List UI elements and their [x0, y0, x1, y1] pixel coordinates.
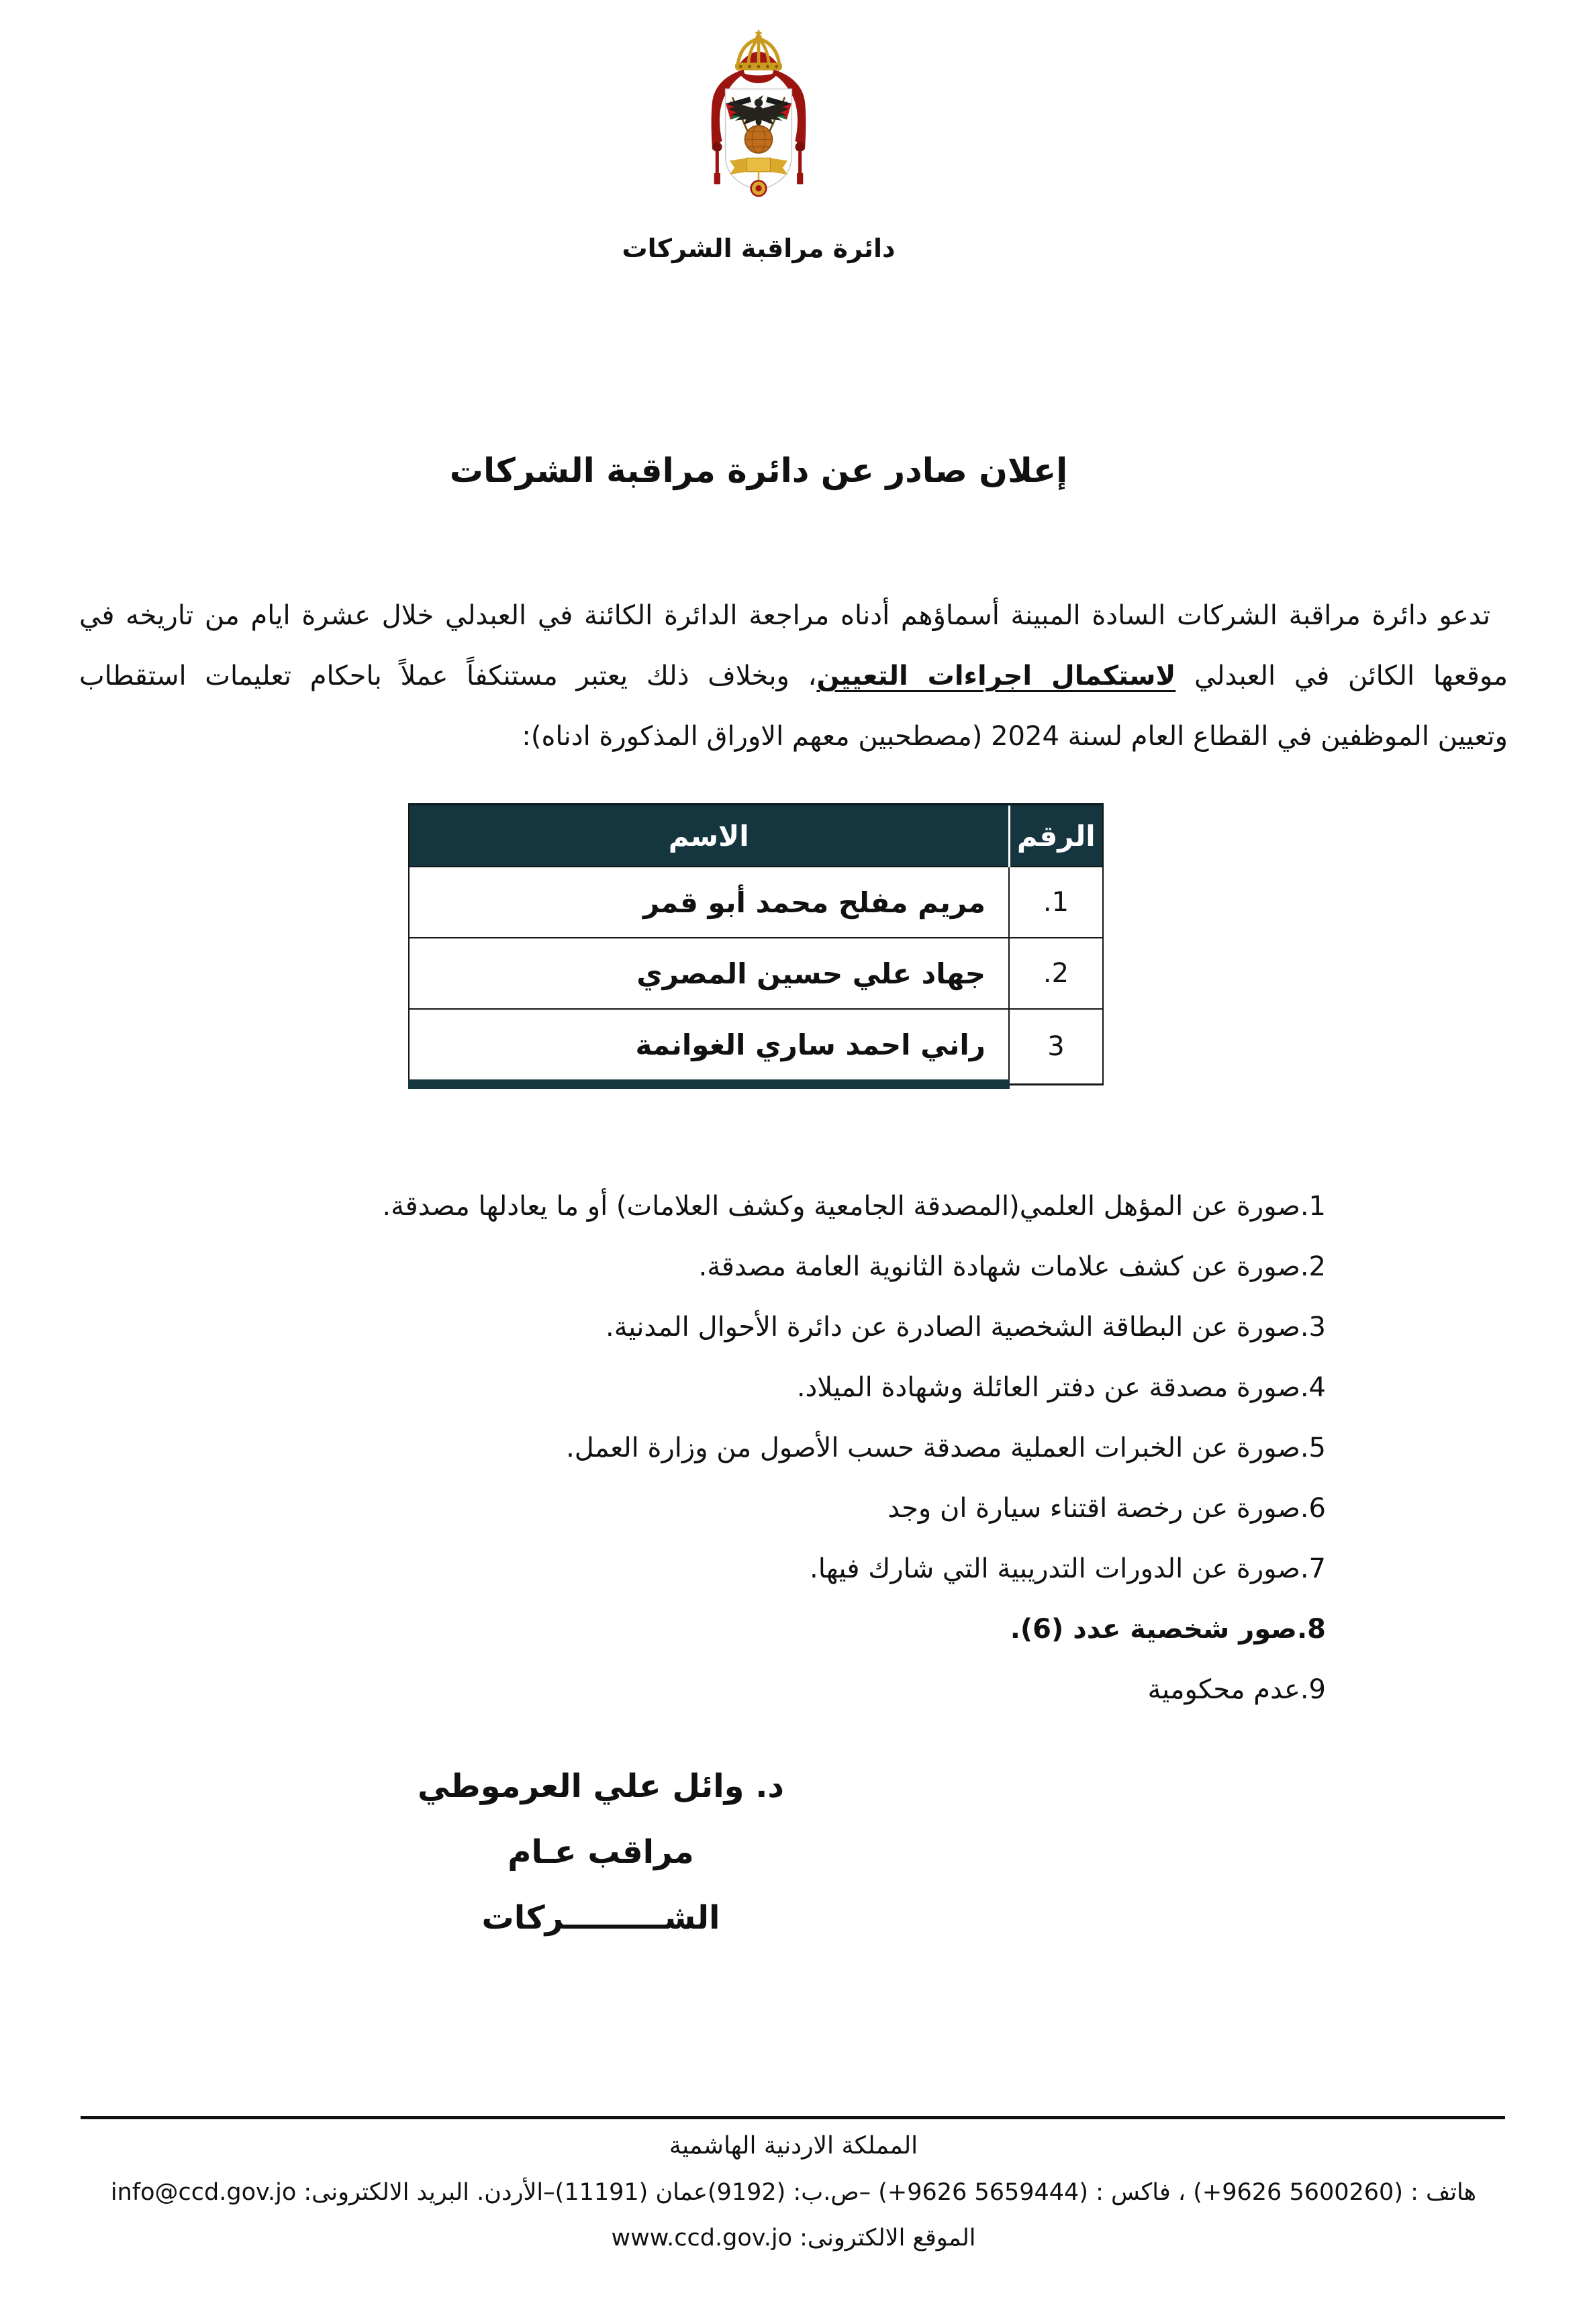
intro-paragraph [79, 585, 1508, 767]
crown-icon [735, 30, 782, 70]
table-row [409, 938, 1103, 1009]
kingdom-name: المملكة الاردنية الهاشمية [669, 2132, 918, 2160]
website-label: الموقع الالكترونى: [800, 2225, 976, 2252]
intro-line-3: وتعيين الموظفين في القطاع العام لسنة 2024 (مصطحبين معهم الاوراق المذكورة ادناه): [522, 721, 1508, 752]
intro-line-1: تدعو دائرة مراقبة الشركات السادة المبينة أسماؤهم أدناه مراجعة الدائرة الكائنة في العبدلي خلال عشرة ايام من تاريخه في [79, 600, 1490, 631]
requirement-item-2: 2.صورة عن كشف علامات شهادة الثانوية العامة مصدقة. [698, 1251, 1326, 1282]
signatory-name: د. وائل علي العرموطي [417, 1768, 785, 1805]
intro-line-2-post: ، وبخلاف ذلك يعتبر مستنكفاً عملاً باحكام تعليمات استقطاب [79, 661, 817, 691]
requirements-list [201, 1176, 1326, 1720]
website-url: www.ccd.gov.jo [611, 2225, 792, 2252]
intro-line-2-pre: موقعها الكائن في العبدلي [1175, 661, 1508, 691]
globe-icon [744, 126, 772, 153]
requirement-item-6: 6.صورة عن رخصة اقتناء سيارة ان وجد [887, 1493, 1326, 1524]
table-header-row [409, 804, 1103, 867]
row-number-cell: 3 [1009, 1009, 1103, 1084]
row-number-cell: 1. [1009, 867, 1103, 938]
row-name-cell: راني احمد ساري الغوانمة [409, 1009, 1009, 1084]
org-name-calligraphy: دائرة مراقبة الشركات [622, 234, 896, 263]
row-name-cell: مريم مفلح محمد أبو قمر [409, 867, 1009, 938]
signature-block [396, 1753, 806, 1951]
contact-info: هاتف : (‪+9626 5600260‬) ، فاكس : (‪+9626 5659444‬) –ص.ب: (9192)عمان (11191)–الأردن. البريد الالكترونى: info@ccd.gov.jo [110, 2179, 1477, 2206]
names-table [408, 803, 1104, 1089]
requirement-item-5: 5.صورة عن الخبرات العملية مصدقة حسب الأصول من وزارة العمل. [566, 1433, 1326, 1463]
table-header-number: الرقم [1009, 804, 1103, 867]
document-header [0, 28, 1552, 263]
requirement-item-4: 4.صورة مصدقة عن دفتر العائلة وشهادة الميلاد. [796, 1372, 1326, 1403]
requirement-item-1: 1.صورة عن المؤهل العلمي(المصدقة الجامعية وكشف العلامات) أو ما يعادلها مصدقة. [382, 1191, 1326, 1222]
requirement-item-8: 8.صور شخصية عدد (6). [1010, 1614, 1326, 1645]
row-name-cell: جهاد علي حسين المصري [409, 938, 1009, 1009]
table-header-name: الاسم [409, 804, 1009, 867]
row-number-cell: 2. [1009, 938, 1103, 1009]
requirement-item-9: 9.عدم محكومية [1147, 1674, 1326, 1705]
requirement-item-3: 3.صورة عن البطاقة الشخصية الصادرة عن دائرة الأحوال المدنية. [606, 1312, 1326, 1343]
requirement-item-7: 7.صورة عن الدورات التدريبية التي شارك فيها. [809, 1553, 1326, 1584]
appointment-procedures-emphasis: لاستكمال اجراءات التعيين [816, 661, 1176, 691]
table-row [409, 1009, 1103, 1084]
table-row [409, 867, 1103, 938]
signatory-title: مراقب عـام الشـــــــــركات [481, 1833, 720, 1937]
announcement-title: إعلان صادر عن دائرة مراقبة الشركات [449, 451, 1068, 490]
intro-line-2 [79, 646, 1508, 706]
website-line [0, 2225, 1587, 2252]
footer-divider [81, 2116, 1505, 2119]
jordan-coat-of-arms-logo [689, 28, 828, 224]
